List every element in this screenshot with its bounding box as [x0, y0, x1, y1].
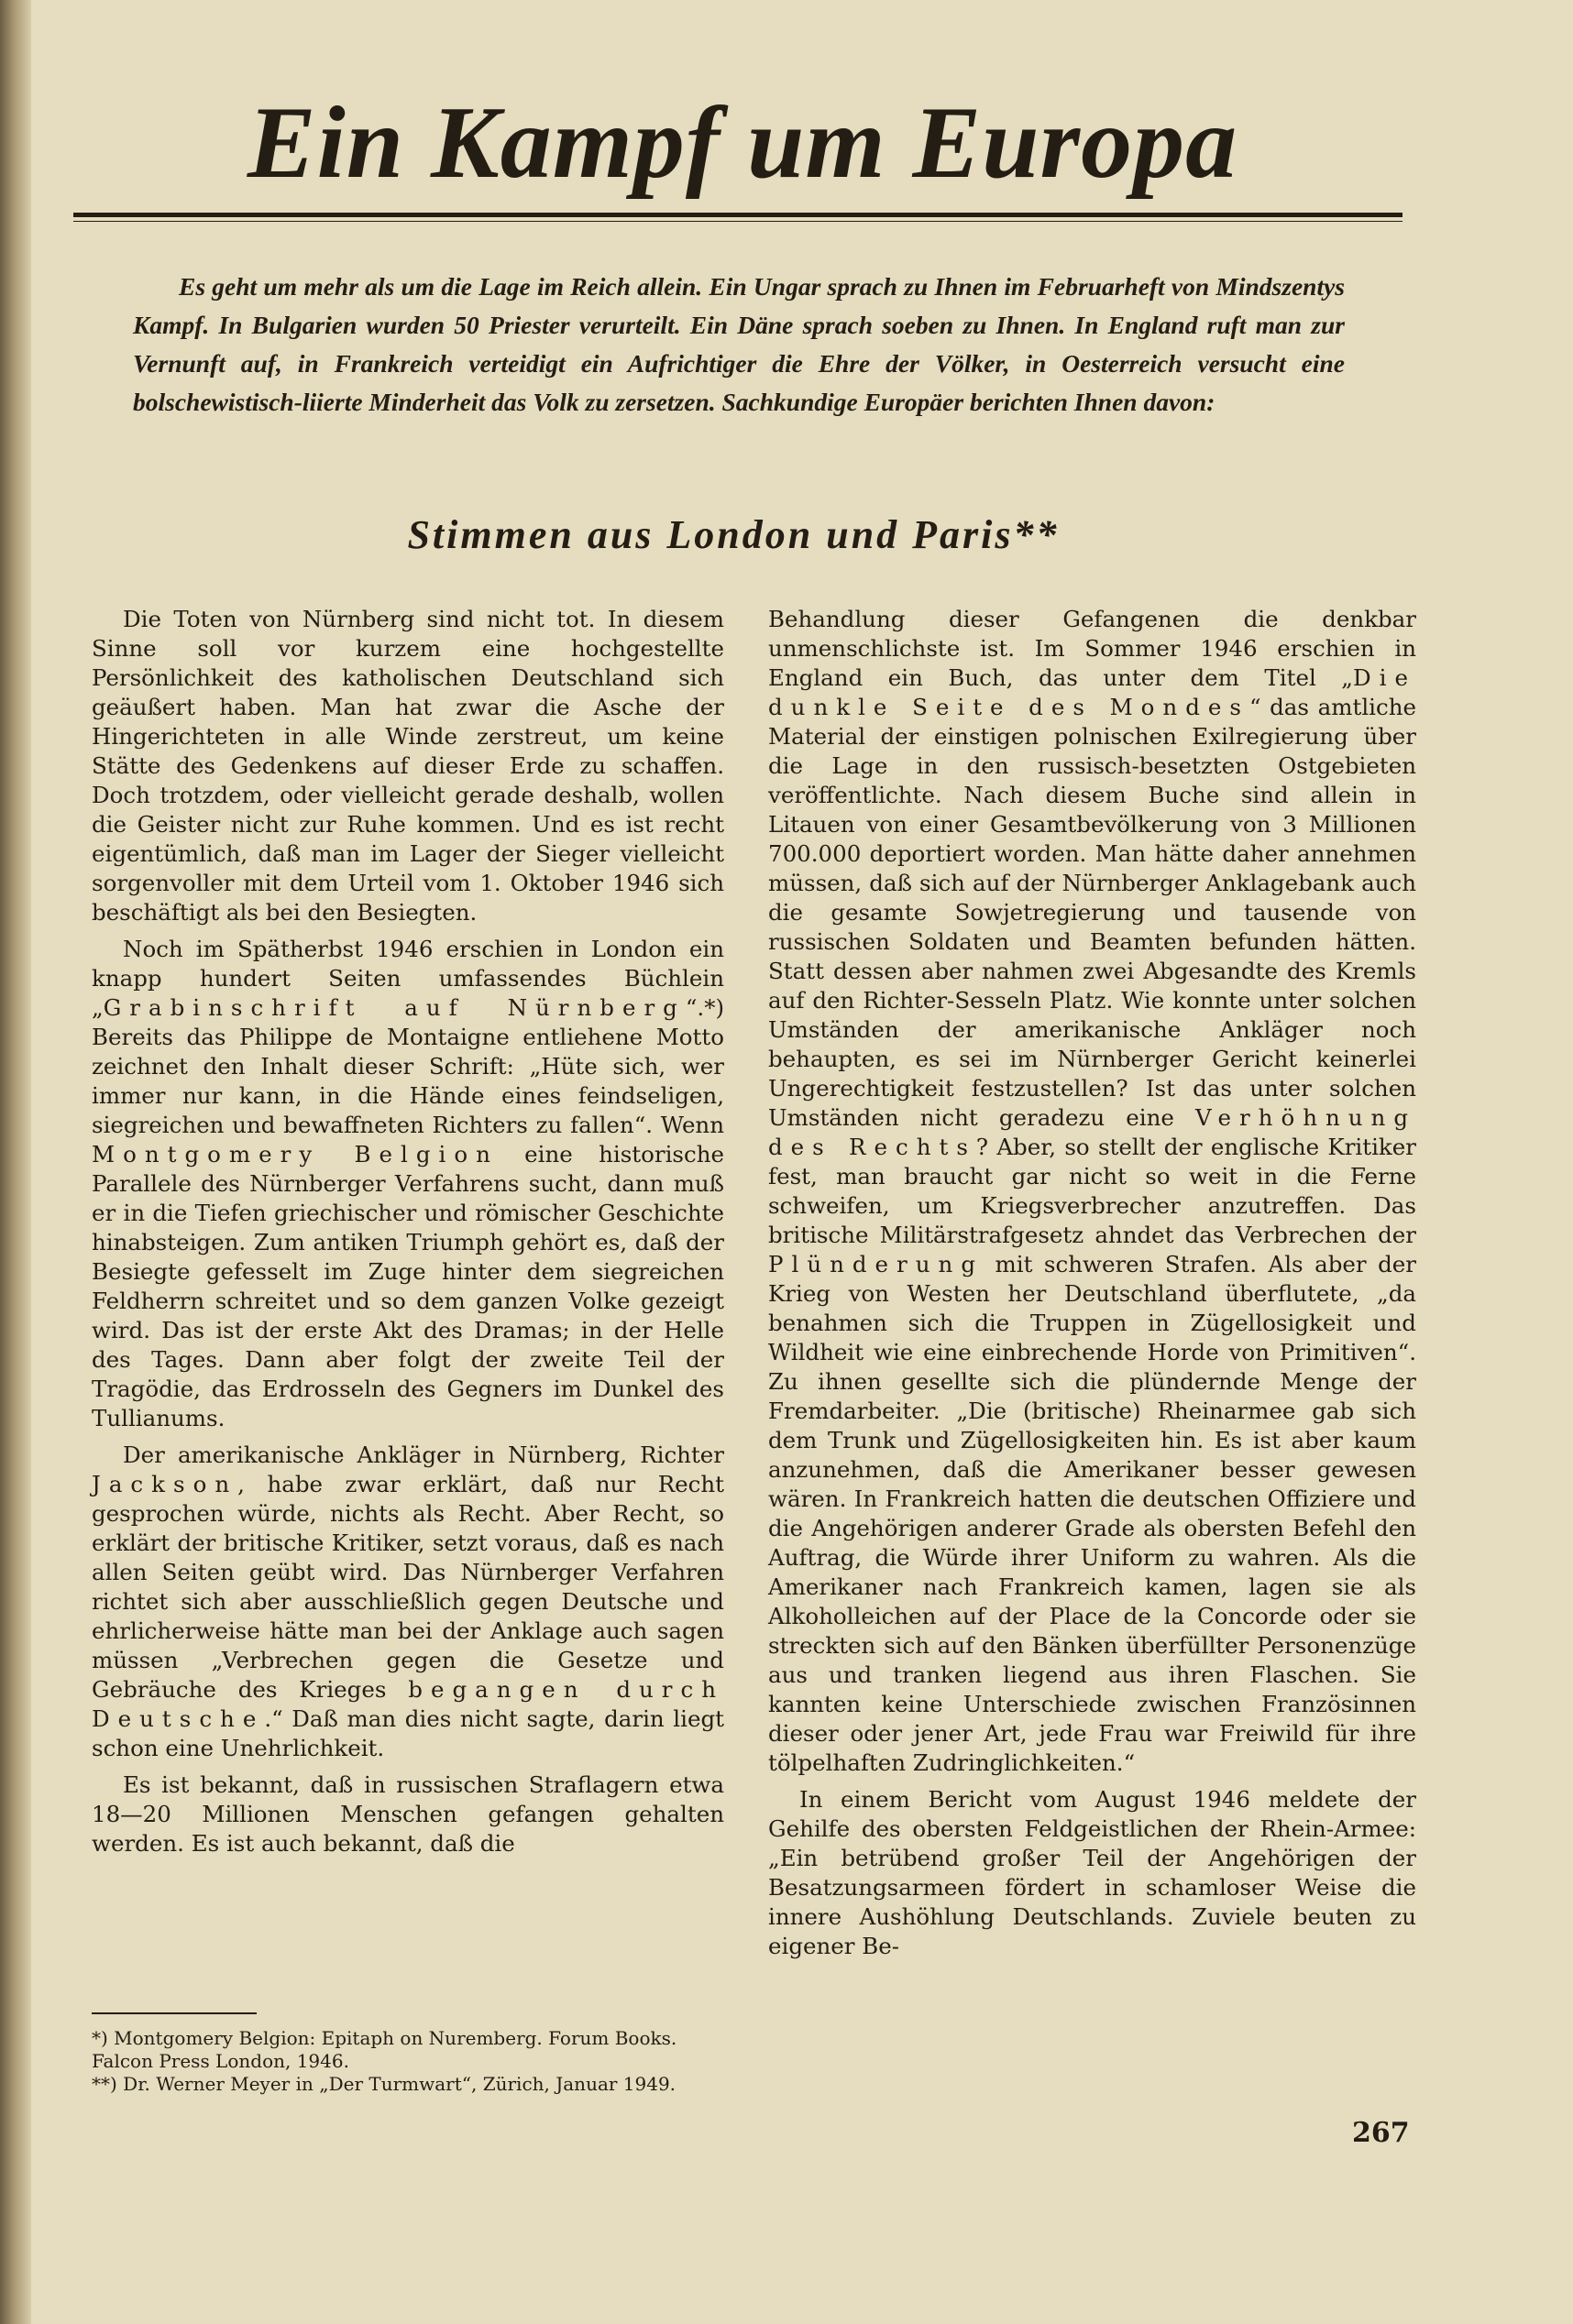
right-paragraph-1: [768, 605, 1416, 1778]
left-column: [92, 605, 724, 1866]
intro-paragraph: Es geht um mehr als um die Lage im Reich allein. Ein Ungar sprach zu Ihnen im Februarheft von Mindszentys Kampf. In Bulgarien wurden 50 Priester verurteilt. Ein Däne sprach soeben zu Ihnen. In England ruft man zur Vernunft auf, in Frankreich verteidigt ein Aufrichtiger die Ehre der Völker, in Oesterreich versucht eine bolschewistisch-liierte Minderheit das Volk zu zersetzen. Sachkundige Europäer berichten Ihnen davon:: [133, 272, 1345, 416]
text-run: “ das amtliche Material der einstigen polnischen Exilregierung über die Lage in den russisch-besetzten Ostgebieten veröffentlichte. Nach diesem Buche sind allein in Litauen von einer Gesamtbevölkerung von 3 Millionen 700.000 deportiert worden. Man hätte daher annehmen müssen, daß sich auf der Nürnberger Anklagebank auch die gesamte Sowjetregierung und tausende von russischen Soldaten und Beamten befunden hätten. Statt dessen aber nahmen zwei Abgesandte des Kremls auf den Richter-Sesseln Platz. Wie konnte unter solchen Umständen der amerikanische Ankläger noch behaupten, es sei im Nürnberger Gericht keinerlei Ungerechtigkeit festzustellen? Ist das unter solchen Umständen nicht geradezu eine: [768, 694, 1416, 1131]
text-run: .“ Daß man dies nicht sagte, darin liegt schon eine Unehrlichkeit.: [92, 1705, 724, 1761]
text-run: ? Aber, so stellt der englische Kritiker fest, man braucht gar nicht so weit in die Ferne schweifen, um Kriegsverbrecher anzutreffen. Das britische Militärstrafgesetz ahndet das Verbrechen der: [768, 1134, 1416, 1248]
spaced-phrase: begangen durch Deutsche: [92, 1676, 724, 1732]
left-paragraph-3: [92, 1441, 724, 1763]
article-title: Ein Kampf um Europa: [247, 86, 1238, 200]
footnote-rule: [92, 2012, 257, 2014]
left-paragraph-2: [92, 935, 724, 1433]
title-rule-thick: [73, 213, 1402, 217]
right-column: [768, 605, 1416, 1968]
section-subtitle: Stimmen aus London und Paris**: [407, 512, 1060, 557]
text-run: eine historische Parallele des Nürnberger Verfahrens sucht, dann muß er in die Tiefen griechischer und römischer Geschichte hinabsteigen. Zum antiken Triumph gehört es, daß der Besiegte gefesselt im Zuge hinter dem siegreichen Feldherrn schreitet und so dem ganzen Volke gezeigt wird. Das ist der erste Akt des Dramas; in der Helle des Tages. Dann aber folgt der zweite Teil der Tragödie, das Erdrosseln des Gegners im Dunkel des Tullianums.: [92, 1141, 724, 1431]
spaced-name: Jackson: [92, 1471, 238, 1497]
spaced-book-title: Die dunkle Seite des Mondes: [768, 664, 1416, 720]
left-paragraph-4: Es ist bekannt, daß in russischen Straflagern etwa 18—20 Millionen Menschen gefangen gehalten werden. Es ist auch bekannt, daß die: [92, 1771, 724, 1857]
footnote-1: *) Montgomery Belgion: Epitaph on Nuremberg. Forum Books. Falcon Press London, 1946.: [92, 2027, 677, 2072]
spaced-phrase: Verhöhnung des Rechts: [768, 1104, 1416, 1160]
text-run: Noch im Spätherbst 1946 erschien in London ein knapp hundert Seiten umfassendes Büchlein „: [92, 936, 724, 1021]
title-rule-thin: [73, 221, 1402, 222]
book-spine-shadow: [0, 0, 31, 2324]
left-paragraph-1: Die Toten von Nürnberg sind nicht tot. In diesem Sinne soll vor kurzem eine hochgestellte Persönlichkeit des katholischen Deutschland sich geäußert haben. Man hat zwar die Asche der Hingerichteten in alle Winde zerstreut, um keine Stätte des Gedenkens auf dieser Erde zu schaffen. Doch trotzdem, oder vielleicht gerade deshalb, wollen die Geister nicht zur Ruhe kommen. Und es ist recht eigentümlich, daß man im Lager der Sieger vielleicht sorgenvoller mit dem Urteil vom 1. Oktober 1946 sich beschäftigt als bei den Besiegten.: [92, 606, 724, 926]
text-run: Behandlung dieser Gefangenen die denkbar unmenschlichste ist. Im Sommer 1946 erschien in England ein Buch, das unter dem Titel „: [768, 606, 1416, 691]
spaced-book-title: Grabinschrift auf Nürnberg: [103, 994, 686, 1021]
spaced-author-name: Montgomery Belgion: [92, 1141, 499, 1167]
footnote-2: **) Dr. Werner Meyer in „Der Turmwart“, Zürich, Januar 1949.: [92, 2073, 676, 2095]
page-number: 267: [1352, 2117, 1410, 2149]
right-paragraph-2: In einem Bericht vom August 1946 meldete der Gehilfe des obersten Feldgeistlichen der Rhein-Armee: „Ein betrübend großer Teil der Angehörigen der Besatzungsarmeen fördert in schamloser Weise die innere Aushöhlung Deutschlands. Zuviele beuten zu eigener Be-: [768, 1786, 1416, 1959]
text-run: mit schweren Strafen. Als aber der Krieg von Westen her Deutschland überflutete, „da benahmen sich die Truppen in Zügellosigkeit und Wildheit wie eine einbrechende Horde von Primitiven“. Zu ihnen gesellte sich die plündernde Menge der Fremdarbeiter. „Die (britische) Rheinarmee gab sich dem Trunk und Zügellosigkeiten hin. Es ist aber kaum anzunehmen, daß die Amerikaner besser gewesen wären. In Frankreich hatten die deutschen Offiziere und die Angehörigen anderer Grade als obersten Befehl den Auftrag, die Würde ihrer Uniform zu wahren. Als die Amerikaner nach Frankreich kamen, lagen sie als Alkoholleichen auf der Place de la Concorde oder sie streckten sich auf den Bänken überfüllter Personenzüge aus und tranken liegend aus ihren Flaschen. Sie kannten keine Unterschiede zwischen Französinnen dieser oder jener Art, jede Frau war Freiwild für ihre tölpelhaften Zudringlichkeiten.“: [768, 1251, 1416, 1776]
text-run: , habe zwar erklärt, daß nur Recht gesprochen würde, nichts als Recht. Aber Recht, so erklärt der britische Kritiker, setzt voraus, daß es nach allen Seiten geübt wird. Das Nürnberger Verfahren richtet sich aber ausschließlich gegen Deutsche und ehrlicherweise hätte man bei der Anklage auch sagen müssen „Verbrechen gegen die Gesetze und Gebräuche des Krieges: [92, 1471, 724, 1703]
text-run: Der amerikanische Ankläger in Nürnberg, Richter: [123, 1442, 724, 1468]
text-run: “.*) Bereits das Philippe de Montaigne entliehene Motto zeichnet den Inhalt dieser Schrift: „Hüte sich, wer immer nur kann, in die Hände eines feindseligen, siegreichen und bewaffneten Richters zu fallen“. Wenn: [92, 994, 724, 1138]
spaced-word: Plünderung: [768, 1251, 984, 1277]
footnotes: [92, 2027, 724, 2096]
